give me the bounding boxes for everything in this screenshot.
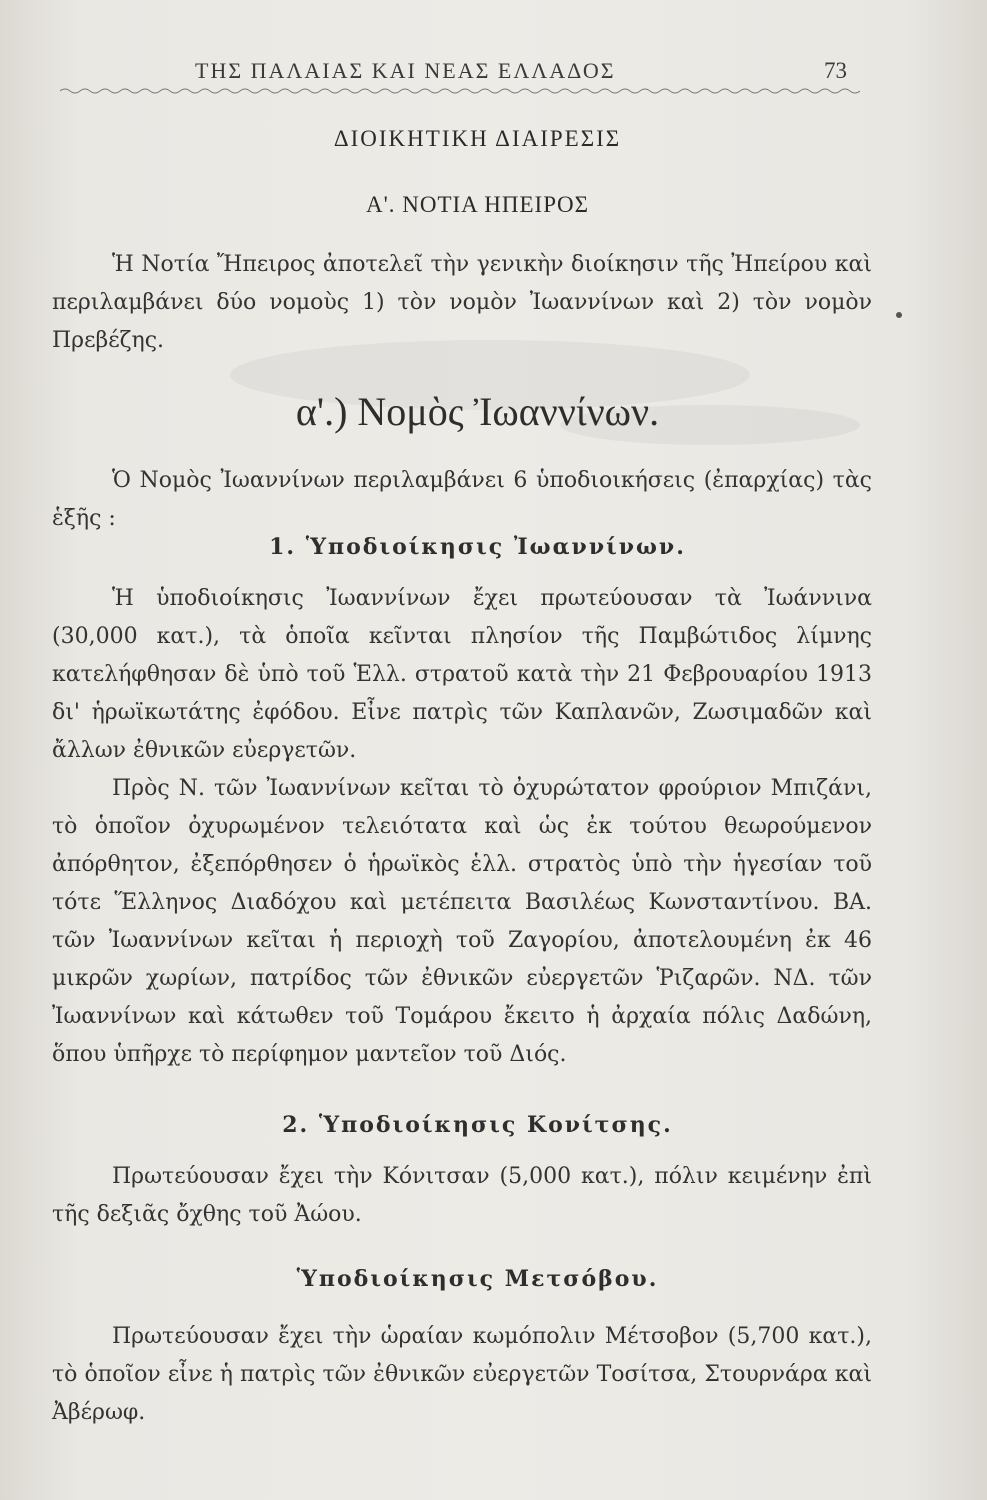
paragraph-text: Πρωτεύουσαν ἔχει τὴν ὡραίαν κωμόπολιν Μέτσοβον (5,700 κατ.), τὸ ὁποῖον εἶνε ἡ πατρὶς τῶν ἐθνικῶν εὐεργετῶν Τοσίτσα, Στουρνάρα καὶ Ἀβέρωφ. (52, 1324, 872, 1425)
subdivision-paragraph (52, 1318, 872, 1432)
nomos-title: α'.) Νομὸς Ἰωαννίνων. (295, 389, 660, 434)
paragraph-text: Ἡ ὑποδιοίκησις Ἰωαννίνων ἔχει πρωτεύουσαν τὰ Ἰωάννινα (30,000 κατ.), τὰ ὁποῖα κεῖνται πλησίον τῆς Παμβώτιδος λίμνης κατελήφθησαν δὲ ὑπὸ τοῦ Ἑλλ. στρατοῦ κατὰ τὴν 21 Φεβρουαρίου 1913 δι' ἡρωϊκωτάτης ἐφόδου. Εἶνε πατρὶς τῶν Καπλανῶν, Ζωσιμαδῶν καὶ ἄλλων ἐθνικῶν εὐεργετῶν. (52, 586, 872, 763)
section-title: ΔΙΟΙΚΗΤΙΚΗ ΔΙΑΙΡΕΣΙΣ (333, 126, 622, 151)
paragraph-text: Πρωτεύουσαν ἔχει τὴν Κόνιτσαν (5,000 κατ.), πόλιν κειμένην ἐπὶ τῆς δεξιᾶς ὄχθης τοῦ Ἀώου. (52, 1164, 872, 1227)
subdivision-heading: 2. Ὑποδιοίκησις Κονίτσης. (282, 1112, 673, 1138)
intro-text: Ἡ Νοτία Ἤπειρος ἀποτελεῖ τὴν γενικὴν διοίκησιν τῆς Ἠπείρου καὶ περιλαμβάνει δύο νομοὺς 1) τὸν νομὸν Ἰωαννίνων καὶ 2) τὸν νομὸν Πρεβέζης. (52, 252, 872, 353)
paragraph-text: Πρὸς Ν. τῶν Ἰωαννίνων κεῖται τὸ ὀχυρώτατον φρούριον Μπιζάνι, τὸ ὁποῖον ὀχυρωμένον τελειότατα καὶ ὡς ἐκ τούτου θεωρούμενον ἀπόρθητον, ἐξεπόρθησεν ὁ ἡρωϊκὸς ἑλλ. στρατὸς ὑπὸ τὴν ἡγεσίαν τοῦ τότε Ἕλληνος Διαδόχου καὶ μετέπειτα Βασιλέως Κωνσταντίνου. ΒΑ. τῶν Ἰωαννίνων κεῖται ἡ περιοχὴ τοῦ Ζαγορίου, ἀποτελουμένη ἐκ 46 μικρῶν χωρίων, πατρίδος τῶν ἐθνικῶν εὐεργετῶν Ῥιζαρῶν. ΝΔ. τῶν Ἰωαννίνων καὶ κάτωθεν τοῦ Τομάρου ἔκειτο ἡ ἀρχαία πόλις Δαδώνη, ὅπου ὑπῆρχε τὸ περίφημον μαντεῖον τοῦ Διός. (52, 776, 872, 1067)
nomos-intro-text: Ὁ Νομὸς Ἰωαννίνων περιλαμβάνει 6 ὑποδιοικήσεις (ἐπαρχίας) τὰς ἑξῆς : (52, 468, 872, 531)
nomos-intro (52, 462, 872, 538)
subdivision-paragraph (52, 1158, 872, 1234)
region-title: Α'. ΝΟΤΙΑ ΗΠΕΙΡΟΣ (366, 192, 589, 217)
subdivision-heading: 1. Ὑποδιοίκησις Ἰωαννίνων. (269, 534, 686, 560)
intro-paragraph (52, 246, 872, 360)
ink-speck (896, 312, 902, 318)
subdivision-paragraph (52, 770, 872, 1074)
running-head: ΤΗΣ ΠΑΛΑΙΑΣ ΚΑΙ ΝΕΑΣ ΕΛΛΑΔΟΣ (195, 58, 616, 83)
wavy-rule (60, 86, 860, 96)
subdivision-paragraph (52, 580, 872, 770)
page-number: 73 (824, 58, 847, 83)
subdivision-heading: Ὑποδιοίκησις Μετσόβου. (296, 1266, 659, 1292)
